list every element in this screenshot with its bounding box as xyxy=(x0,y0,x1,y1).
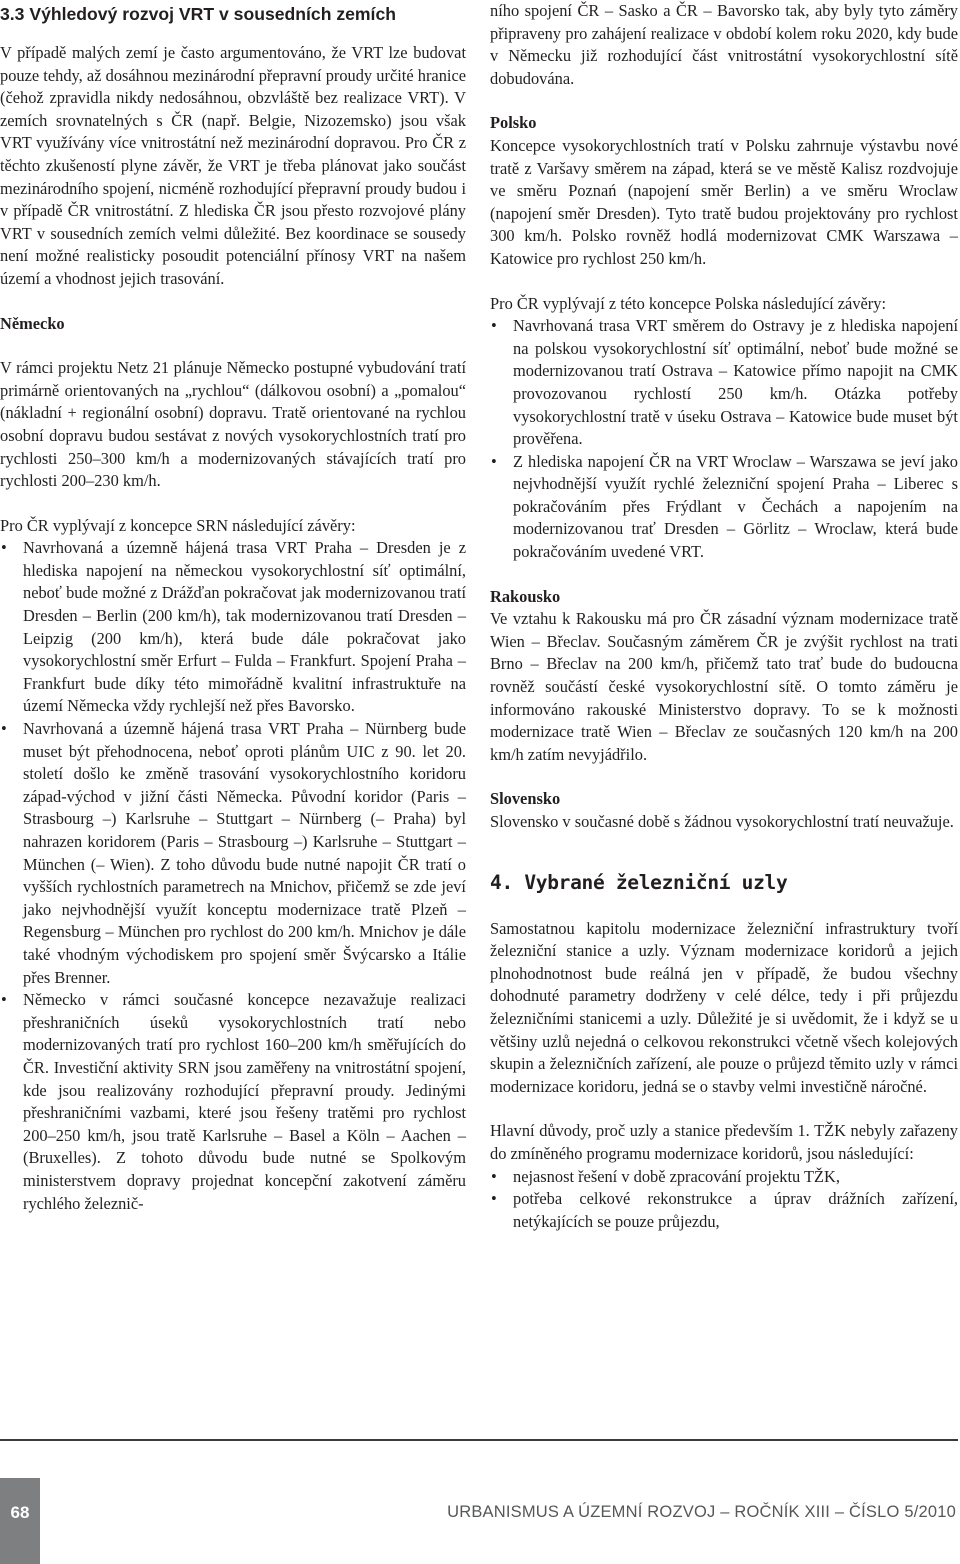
list-item: • Německo v rámci současné koncepce nezavažuje realizaci přeshraničních úseků vysokorychlostních tratí nebo modernizovaných tratí pro rychlost 160–200 km/h směřujících do ČR. Investiční aktivity SRN jsou zaměřeny na vnitrostátní spojení, kde jsou realizovány rozhodující přepravní proudy. Jedinými přeshraničními vazbami, které jsou řešeny tratěmi pro rychlost 200–250 km/h, jsou tratě Karlsruhe – Basel a Köln – Aachen – (Bruxelles). Z tohoto důvodu bude nutné se Spolkovým ministerstvem dopravy projednat koncepční zakotvení záměru rychlého železnič- xyxy=(0,989,466,1215)
reasons-list xyxy=(490,1166,958,1234)
section-heading: 3.3 Výhledový rozvoj VRT v sousedních zemích xyxy=(0,4,396,24)
germany-conclusions-list xyxy=(0,537,466,1215)
austria-paragraph: Ve vztahu k Rakousku má pro ČR zásadní význam modernizace tratě Wien – Břeclav. Současným záměrem ČR je zvýšit rychlost na trati Brno – Břeclav na 200 km/h, přičemž tato trať bude do budoucna rovněž součástí české vysokorychlostní sítě. O tomto záměru je informováno rakouské Ministerstvo dopravy. To se k možnosti modernizace tratě Wien – Břeclav ze současných 120 km/h na 200 km/h zatím nevyjádřilo. xyxy=(490,609,958,764)
intro-paragraph: V případě malých zemí je často argumentováno, že VRT lze budovat pouze tehdy, až dosáhnou mezinárodní přepravní proudy určité hranice (čehož zpravidla nikdy nedosáhnou, obzvláště bez realizace VRT). V zemích srovnatelných s ČR (např. Belgie, Nizozemsko) jsou však VRT využívány více vnitrostátní než mezinárodní dopravou. Pro ČR z těchto zkušeností plyne závěr, že VRT je třeba plánovat jako součást mezinárodního spojení, nicméně rozhodující přepravní proudy budou i v případě ČR vnitrostátní. Z hlediska ČR jsou přesto rozvojové plány VRT v sousedních zemích velmi důležité. Bez koordinace se sousedy není možné realisticky posoudit potenciální přínosy VRT na našem území a vhodnost jejich trasování. xyxy=(0,43,466,288)
left-column xyxy=(0,0,466,1215)
list-item: • potřeba celkové rekonstrukce a úprav drážních zařízení, netýkajících se pouze průjezdu, xyxy=(490,1188,958,1233)
right-column xyxy=(490,0,958,1233)
poland-conclusions-list xyxy=(490,315,958,564)
list-item: • nejasnost řešení v době zpracování projektu TŽK, xyxy=(490,1166,958,1189)
list-item: • Navrhovaná trasa VRT směrem do Ostravy je z hlediska napojení na polskou vysokorychlostní síť optimální, neboť bude možné se modernizovanou tratí Ostrava – Katowice přímo napojit na CMK provozovanou rychlostí 250 km/h. Otázka potřeby vysokorychlostní tratě v úseku Ostrava – Katowice bude muset být prověřena. xyxy=(490,315,958,451)
list-item: • Z hlediska napojení ČR na VRT Wroclaw – Warszawa se jeví jako nejvhodnější využít rychlé železniční spojení Praha – Liberec s pokračováním přes Frýdlant v Čechách a napojením na modernizovanou trať Dresden – Görlitz – Wroclaw, která bude pokračováním uvedené VRT. xyxy=(490,451,958,564)
reasons-intro: Hlavní důvody, proč uzly a stanice především 1. TŽK nebyly zařazeny do zmíněného programu modernizace koridorů, jsou následující: xyxy=(490,1121,958,1163)
germany-heading: Německo xyxy=(0,313,65,333)
list-item: • Navrhovaná a územně hájená trasa VRT Praha – Nürnberg bude muset být přehodnocena, neboť oproti plánům UIC z 90. let 20. století došlo ke změně trasování vysokorychlostního koridoru západ-východ v jižní části Německa. Původní koridor (Paris – Strasbourg –) Karlsruhe – Stuttgart – Nürnberg (– Praha) byl nahrazen koridorem (Paris – Strasbourg –) Karlsruhe – Stuttgart – München (– Wien). Z toho důvodu bude nutné napojit ČR tratí o vyšších rychlostních parametrech na Mnichov, přičemž se zde jeví jako nejvhodnější využít konceptu modernizace tratě Plzeň – Regensburg – München pro rychlost do 200 km/h. Mnichov je dále také vhodným východiskem pro spojení směr Švýcarsko a Itálie přes Brenner. xyxy=(0,718,466,989)
poland-paragraph: Koncepce vysokorychlostních tratí v Polsku zahrnuje výstavbu nové tratě z Varšavy směrem na západ, která se ve městě Kalisz rozdvojuje ve směru Poznań (napojení směr Berlin) a ve směru Wroclaw (napojení směr Dresden). Tyto tratě budou projektovány pro rychlost 300 km/h. Polsko rovněž hodlá modernizovat CMK Warszawa – Katowice pro rychlost 250 km/h. xyxy=(490,135,958,268)
footer-divider xyxy=(0,1439,958,1441)
chapter-paragraph: Samostatnou kapitolu modernizace železniční infrastruktury tvoří železniční stanice a uzly. Význam modernizace koridorů a jejich plnohodnotnost bude reálná jen v případě, že budou všechny dohodnuté parametry dodrženy v celé délce, tedy i při průjezdu železničními stanicemi a uzly. Důležité je si uvědomit, že i když se u většiny uzlů nejedná o celkovou rekonstrukci včetně všech kolejových skupin a železničních zařízení, ale pouze o průjezd těmito uzly v rámci modernizace koridoru, jedná se o stavby velmi investičně náročné. xyxy=(490,918,958,1096)
list-item: • Navrhovaná a územně hájená trasa VRT Praha – Dresden je z hlediska napojení na německou vysokorychlostní síť optimální, neboť bude možné z Drážďan pokračovat jak modernizovanou tratí Dresden – Berlin (200 km/h), tak modernizovanou tratí Dresden – Leipzig (200 km/h), která bude dále pokračovat jako vysokorychlostní směr Erfurt – Fulda – Frankfurt. Spojení Praha – Frankfurt bude díky této mimořádně kvalitní infrastruktuře na území Německa vždy rychlejší než přes Bavorsko. xyxy=(0,537,466,718)
poland-heading: Polsko xyxy=(490,113,537,133)
germany-conclusions-intro: Pro ČR vyplývají z koncepce SRN následující závěry: xyxy=(0,515,356,535)
chapter-heading: 4. Vybrané železniční uzly xyxy=(490,870,788,894)
continuation-paragraph: ního spojení ČR – Sasko a ČR – Bavorsko tak, aby byly tyto záměry připraveny pro zahájení realizace v období kolem roku 2020, kdy bude v Německu již rozhodující část vnitrostátní vysokorychlostní sítě dobudována. xyxy=(490,1,958,88)
slovakia-paragraph: Slovensko v současné době s žádnou vysokorychlostní tratí neuvažuje. xyxy=(490,812,954,831)
poland-conclusions-intro: Pro ČR vyplývají z této koncepce Polska následující závěry: xyxy=(490,293,887,313)
austria-heading: Rakousko xyxy=(490,586,561,606)
germany-paragraph: V rámci projektu Netz 21 plánuje Německo postupné vybudování tratí primárně orientovaných na „rychlou“ (dálkovou osobní) a „pomalou“ (nákladní + regionální osobní) dopravu. Tratě orientované na rychlou osobní dopravu budou sestávat z nových vysokorychlostních tratí pro rychlosti 250–300 km/h a modernizovaných stávajících tratí pro rychlosti 200–230 km/h. xyxy=(0,358,466,491)
journal-footer: URBANISMUS A ÚZEMNÍ ROZVOJ – ROČNÍK XIII – ČÍSLO 5/2010 xyxy=(447,1503,956,1521)
page-number: 68 xyxy=(0,1478,40,1564)
slovakia-heading: Slovensko xyxy=(490,789,561,809)
